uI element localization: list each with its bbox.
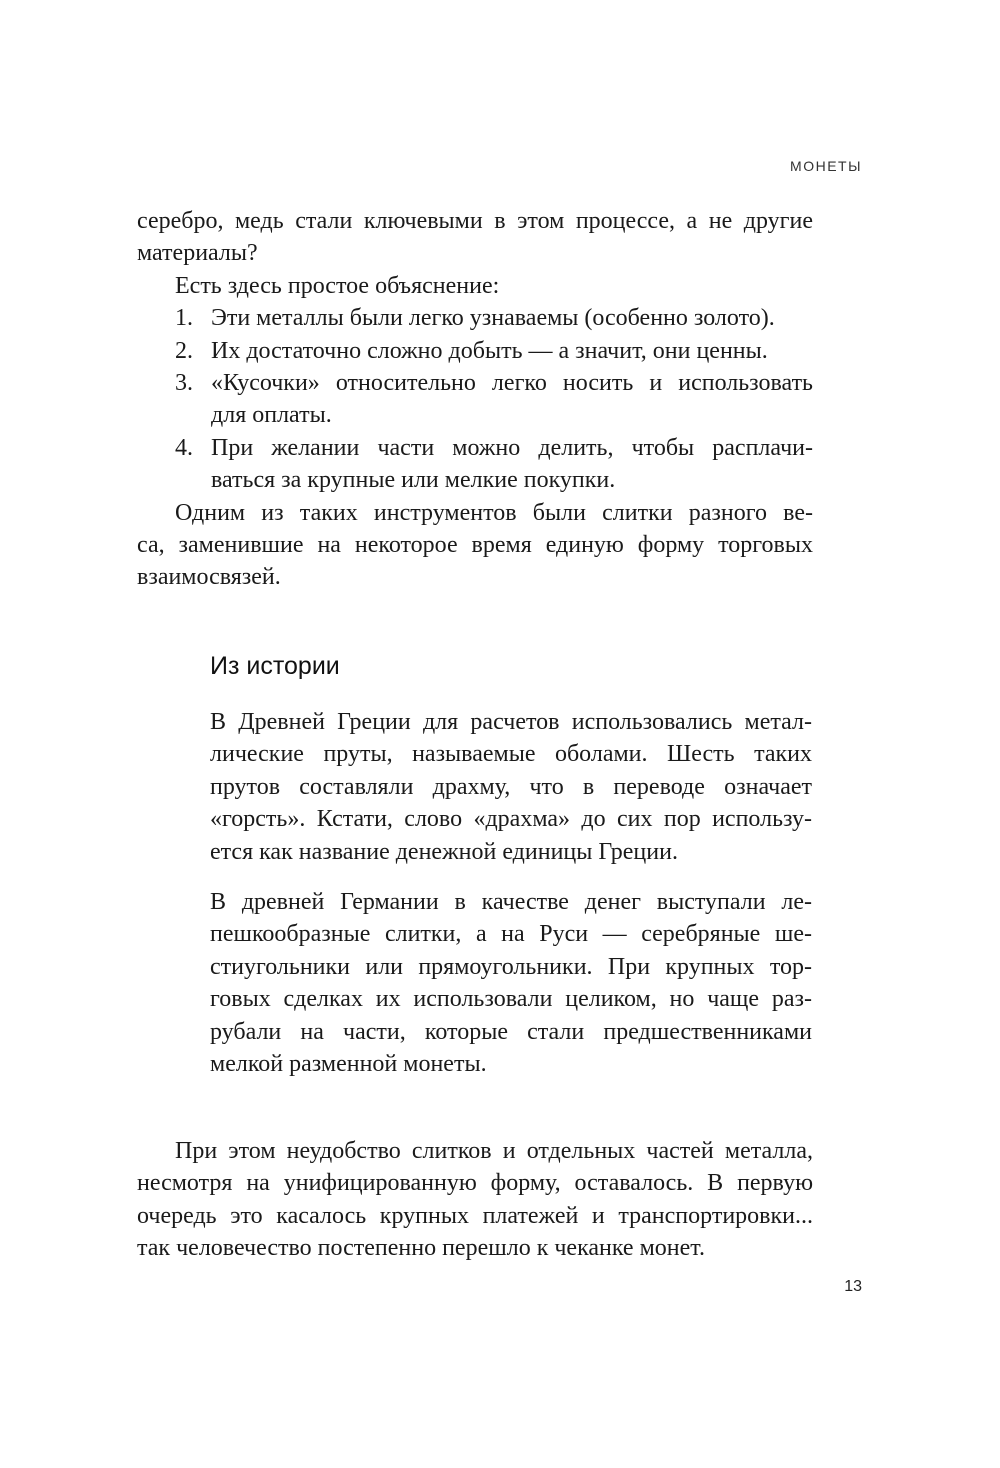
list-number: 4. <box>175 434 193 461</box>
list-item <box>137 335 813 367</box>
list-number: 2. <box>175 337 193 364</box>
text-line: взаимосвязей. <box>137 564 281 591</box>
text-line: пешкообразные слитки, а на Руси — серебряные ше- <box>210 921 812 948</box>
text-line: При желании части можно делить, чтобы расплачи- <box>211 434 813 461</box>
running-title: МОНЕТЫ <box>790 158 862 174</box>
text-line: «Кусочки» относительно легко носить и использовать <box>211 369 813 396</box>
text-line: прутов составляли драхму, что в переводе означает <box>210 773 812 800</box>
text-line: стиугольники или прямоугольники. При крупных тор- <box>210 953 812 980</box>
text-line: При этом неудобство слитков и отдельных частей металла, <box>175 1138 813 1164</box>
list-number: 1. <box>175 305 193 332</box>
list-item <box>137 302 813 334</box>
text-line: Есть здесь простое объяснение: <box>175 272 500 299</box>
sidebar-heading: Из истории <box>210 652 340 680</box>
list-item <box>137 367 813 432</box>
text-line: так человечество постепенно перешло к чеканке монет. <box>137 1235 705 1262</box>
text-line: говых сделках их использовали целиком, но чаще раз- <box>210 986 812 1013</box>
text-line: Одним из таких инструментов были слитки разного ве- <box>175 499 813 526</box>
text-line: Эти металлы были легко узнаваемы (особенно золото). <box>211 305 775 332</box>
text-line: очередь это касалось крупных платежей и транспортировки... <box>137 1202 813 1229</box>
text-line: ваться за крупные или мелкие покупки. <box>211 467 616 494</box>
numbered-list <box>137 302 813 496</box>
text-line: «горсть». Кстати, слово «драхма» до сих пор использу- <box>210 806 812 833</box>
list-number: 3. <box>175 369 193 396</box>
intro-text <box>137 205 813 594</box>
text-line: несмотря на унифицированную форму, оставалось. В первую <box>137 1170 813 1197</box>
text-line: рубали на части, которые стали предшественниками <box>210 1018 812 1045</box>
sidebar-paragraph-1 <box>210 706 812 868</box>
text-line: В древней Германии в качестве денег выступали ле- <box>210 889 812 915</box>
text-line: са, заменившие на некоторое время единую форму торговых <box>137 531 813 558</box>
text-line: материалы? <box>137 240 258 267</box>
text-line: Их достаточно сложно добыть — а значит, они ценны. <box>211 337 768 364</box>
text-line: лические пруты, называемые оболами. Шесть таких <box>210 741 812 768</box>
text-line: ется как название денежной единицы Греции. <box>210 838 678 865</box>
text-line: серебро, медь стали ключевыми в этом процессе, а не другие <box>137 208 813 234</box>
sidebar-paragraph-2 <box>210 886 812 1080</box>
text-line: для оплаты. <box>211 402 332 429</box>
text-line: В Древней Греции для расчетов использовались метал- <box>210 709 812 735</box>
page-number: 13 <box>844 1278 862 1295</box>
list-item <box>137 432 813 497</box>
text-line: мелкой разменной монеты. <box>210 1050 487 1077</box>
closing-paragraph <box>137 1135 813 1265</box>
